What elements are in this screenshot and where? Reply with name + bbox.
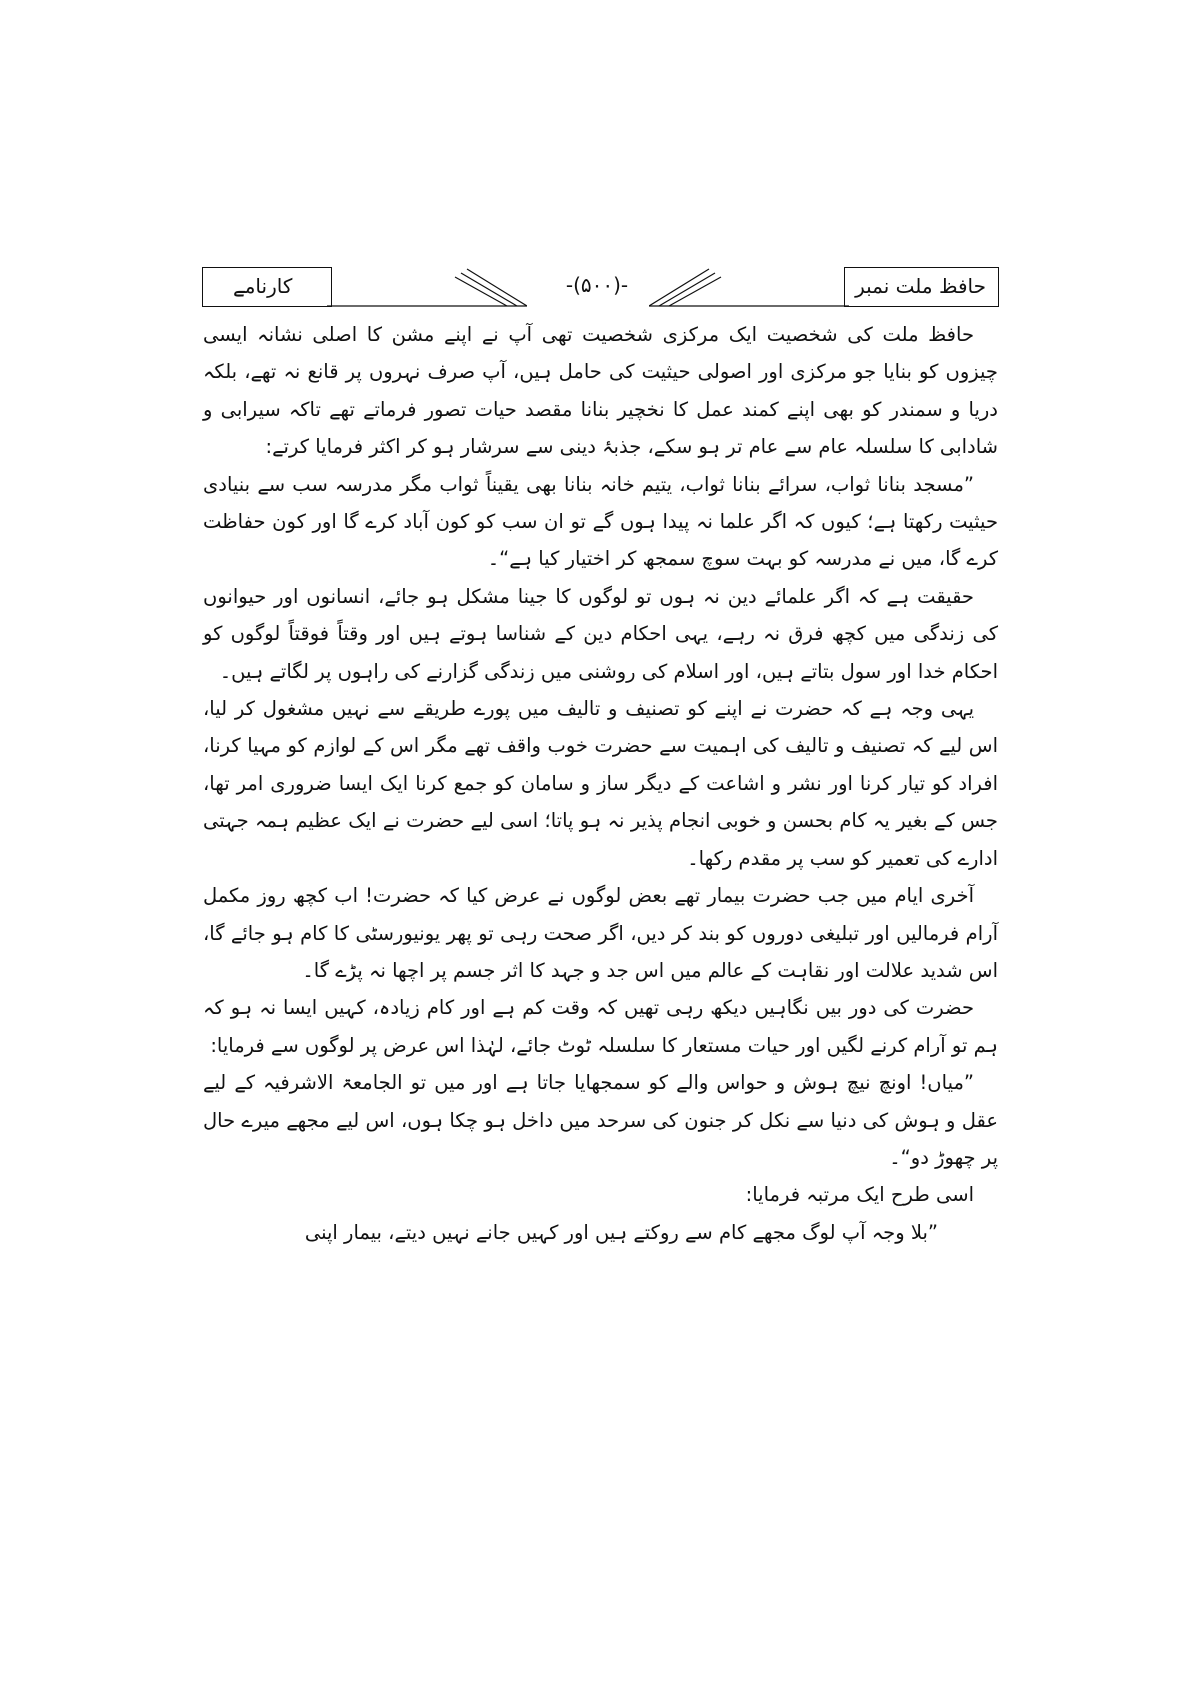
page-number: -(۵۰۰)- bbox=[565, 273, 629, 297]
paragraph-1: حافظ ملت کی شخصیت ایک مرکزی شخصیت تھی آپ نے اپنے مشن کا اصلی نشانہ ایسی چیزوں کو بنایا جو مرکزی اور اصولی حیثیت کی حامل ہیں، آپ صرف نہروں پر قانع نہ تھے، بلکہ دریا و سمندر کو بھی اپنے کمند عمل کا نخچیر بنانا مقصد حیات تصور فرماتے تھے تاکہ سیرابی و شادابی کا سلسلہ عام سے عام تر ہو سکے، جذبۂ دینی سے سرشار ہو کر اکثر فرمایا کرتے: bbox=[203, 323, 998, 459]
quote-2: ”میاں! اونچ نیچ ہوش و حواس والے کو سمجھایا جاتا ہے اور میں تو الجامعۃ الاشرفیہ کے لیے عقل و ہوش کی دنیا سے نکل کر جنون کی سرحد میں داخل ہو چکا ہوں، اس لیے مجھے میرے حال پر چھوڑ دو“۔ bbox=[203, 1071, 998, 1169]
page-header bbox=[202, 267, 999, 309]
paragraph-2: حقیقت ہے کہ اگر علمائے دین نہ ہوں تو لوگوں کا جینا مشکل ہو جائے، انسانوں اور حیوانوں کی زندگی میں کچھ فرق نہ رہے، یہی احکام دین کے شناسا ہوتے ہیں اور وقتاً فوقتاً لوگوں کو احکام خدا اور سول بتاتے ہیں، اور اسلام کی روشنی میں زندگی گزارنے کی راہوں پر لگاتے ہیں۔ bbox=[203, 584, 998, 683]
paragraph-3: یہی وجہ ہے کہ حضرت نے اپنے کو تصنیف و تالیف میں پورے طریقے سے نہیں مشغول کر لیا، اس لیے کہ تصنیف و تالیف کی اہمیت سے حضرت خوب واقف تھے مگر اس کے لوازم کو مہیا کرنا، افراد کو تیار کرنا اور نشر و اشاعت کے دیگر ساز و سامان کو جمع کرنا ایک ایسا ضروری امر تھا، جس کے بغیر یہ کام بحسن و خوبی انجام پذیر نہ ہو پاتا؛ اسی لیے حضرت نے ایک عظیم ہمہ جہتی ادارے کی تعمیر کو سب پر مقدم رکھا۔ bbox=[203, 697, 998, 870]
quote-1: ”مسجد بنانا ثواب، سرائے بنانا ثواب، یتیم خانہ بنانا بھی یقیناً ثواب مگر مدرسہ سب سے بنیادی حیثیت رکھتا ہے؛ کیوں کہ اگر علما نہ پیدا ہوں گے تو ان سب کو کون آباد کرے گا اور کون حفاظت کرے گا، میں نے مدرسہ کو بہت سوچ سمجھ کر اختیار کیا ہے“۔ bbox=[203, 472, 998, 571]
header-section-box bbox=[202, 267, 332, 307]
paragraph-5: حضرت کی دور بیں نگاہیں دیکھ رہی تھیں کہ وقت کم ہے اور کام زیادہ، کہیں ایسا نہ ہو کہ ہم تو آرام کرنے لگیں اور حیات مستعار کا سلسلہ ٹوٹ جائے، لہٰذا اس عرض پر لوگوں سے فرمایا: bbox=[203, 996, 998, 1057]
header-title-box bbox=[844, 267, 999, 307]
header-ornament-right bbox=[649, 267, 849, 307]
header-section: کارنامے bbox=[233, 274, 293, 298]
closing-line-2: ”بلا وجہ آپ لوگ مجھے کام سے روکتے ہیں اور کہیں جانے نہیں دیتے، بیمار اپنی bbox=[304, 1220, 938, 1244]
paragraph-4: آخری ایام میں جب حضرت بیمار تھے بعض لوگوں نے عرض کیا کہ حضرت! اب کچھ روز مکمل آرام فرمالیں اور تبلیغی دوروں کو بند کر دیں، اگر صحت رہی تو پھر یونیورسٹی کا کام ہو جائے گا، اس شدید علالت اور نقاہت کے عالم میں اس جد و جہد کا اثر جسم پر اچھا نہ پڑے گا۔ bbox=[203, 884, 998, 982]
closing-line-1: اسی طرح ایک مرتبہ فرمایا: bbox=[745, 1183, 974, 1207]
header-ornament-left bbox=[327, 267, 527, 307]
header-title: حافظ ملت نمبر bbox=[855, 274, 986, 298]
article-body bbox=[203, 316, 998, 1251]
